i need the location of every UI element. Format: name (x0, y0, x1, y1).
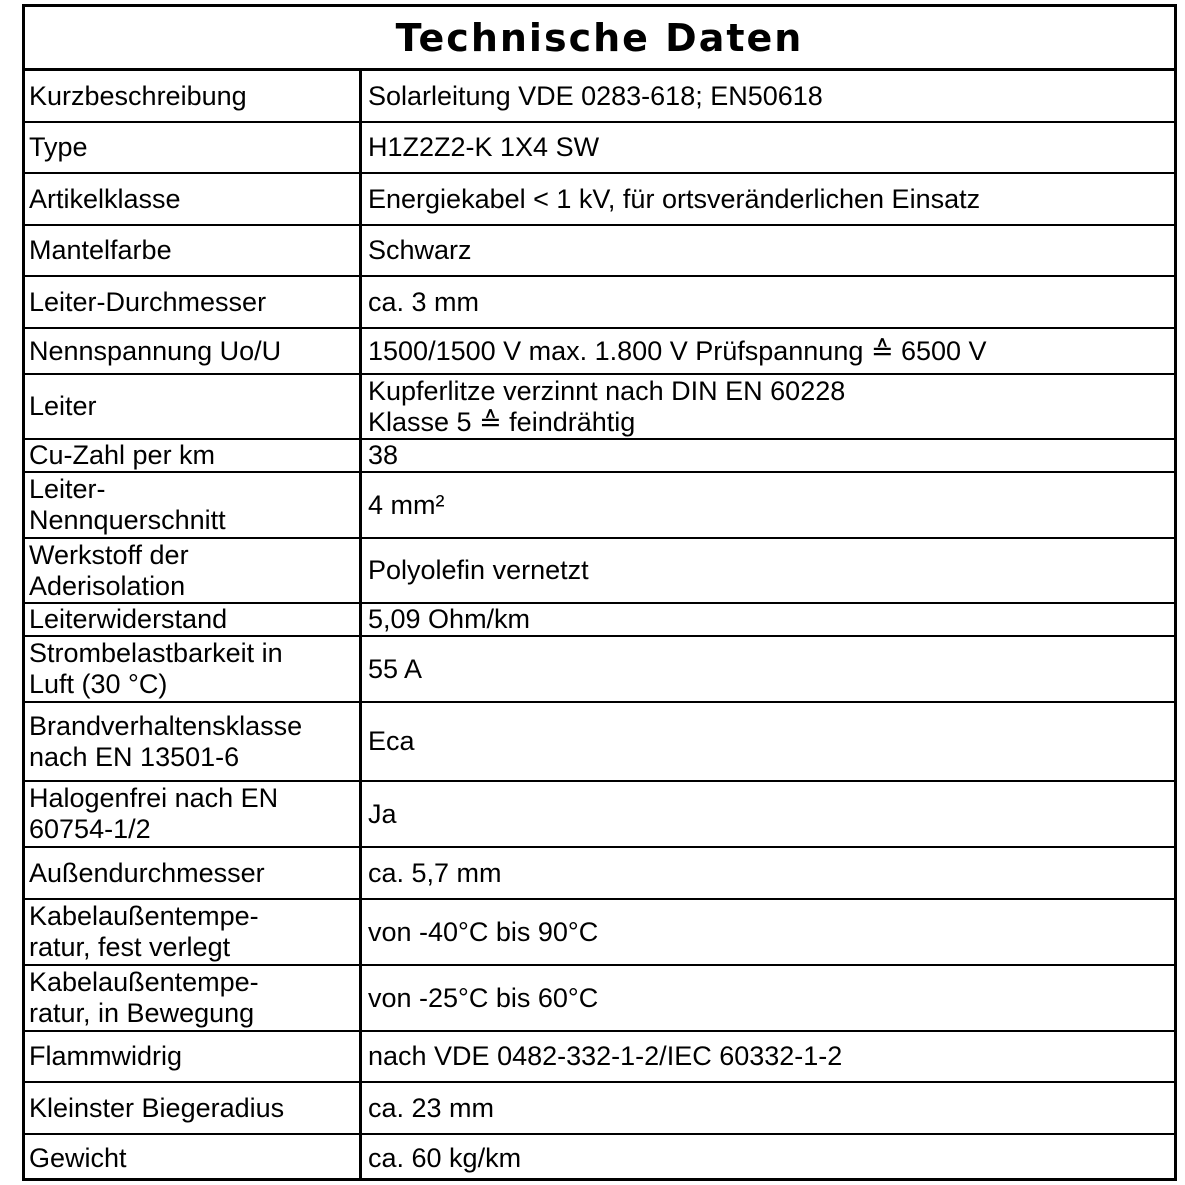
table-row (25, 277, 1174, 329)
table-row (25, 966, 1174, 1032)
table-row (25, 473, 1174, 539)
row-value: Schwarz (368, 235, 472, 265)
table-row (25, 226, 1174, 277)
row-value: 38 (368, 440, 399, 470)
row-label: Flammwidrig (25, 1032, 362, 1081)
row-label: Leiter- Nennquerschnitt (25, 473, 362, 537)
row-value: Kupferlitze verzinnt nach DIN EN 60228 Klasse 5 ≙ feindrähtig (368, 375, 846, 437)
row-value: nach VDE 0482-332-1-2/IEC 60332-1-2 (368, 1041, 843, 1071)
row-value: von -25°C bis 60°C (368, 982, 599, 1013)
row-label: Kleinster Biegeradius (25, 1083, 362, 1133)
row-label: Mantelfarbe (25, 226, 362, 275)
row-label: Kabelaußentempe- ratur, fest verlegt (25, 900, 362, 964)
table-row (25, 782, 1174, 848)
row-label: Strombelastbarkeit in Luft (30 °C) (25, 637, 362, 701)
row-label: Type (25, 123, 362, 172)
row-label: Kurzbeschreibung (25, 71, 362, 121)
row-value: ca. 3 mm (368, 286, 480, 317)
row-label: Leiter-Durchmesser (25, 277, 362, 327)
table-row (25, 703, 1174, 782)
table-row (25, 71, 1174, 123)
row-label: Halogenfrei nach EN 60754-1/2 (25, 782, 362, 846)
table-row (25, 329, 1174, 375)
row-value: H1Z2Z2-K 1X4 SW (368, 132, 600, 162)
table-row (25, 900, 1174, 966)
row-label: Werkstoff der Aderisolation (25, 539, 362, 602)
row-value: Polyolefin vernetzt (368, 555, 589, 585)
row-label: Artikelklasse (25, 174, 362, 224)
technical-data-table (22, 4, 1177, 1181)
row-value: von -40°C bis 90°C (368, 916, 599, 947)
row-label: Außendurchmesser (25, 848, 362, 898)
row-value: Ja (368, 798, 397, 829)
table-row (25, 637, 1174, 703)
row-value: Energiekabel < 1 kV, für ortsveränderlichen Einsatz (368, 183, 981, 214)
row-value: ca. 5,7 mm (368, 857, 502, 888)
row-value: Solarleitung VDE 0283-618; EN50618 (368, 80, 823, 111)
table-row (25, 848, 1174, 900)
row-label: Nennspannung Uo/U (25, 329, 362, 373)
row-label: Kabelaußentempe- ratur, in Bewegung (25, 966, 362, 1030)
row-label: Leiterwiderstand (25, 604, 362, 635)
table-row (25, 375, 1174, 440)
row-value: ca. 60 kg/km (368, 1142, 522, 1173)
table-row (25, 1135, 1174, 1181)
row-label: Leiter (25, 375, 362, 438)
table-title: Technische Daten (25, 7, 1174, 71)
row-label: Gewicht (25, 1135, 362, 1181)
row-value: Eca (368, 726, 415, 756)
row-value: 5,09 Ohm/km (368, 604, 531, 634)
row-value: ca. 23 mm (368, 1092, 495, 1123)
table-row (25, 1032, 1174, 1083)
table-row (25, 174, 1174, 226)
table-row (25, 1083, 1174, 1135)
row-label: Brandverhaltensklasse nach EN 13501-6 (25, 703, 362, 780)
table-row (25, 539, 1174, 604)
table-row (25, 123, 1174, 174)
row-value: 55 A (368, 653, 423, 684)
row-value: 4 mm² (368, 489, 445, 520)
table-row (25, 440, 1174, 473)
row-label: Cu-Zahl per km (25, 440, 362, 471)
row-value: 1500/1500 V max. 1.800 V Prüfspannung ≙ 6500 V (368, 335, 987, 366)
table-row (25, 604, 1174, 637)
